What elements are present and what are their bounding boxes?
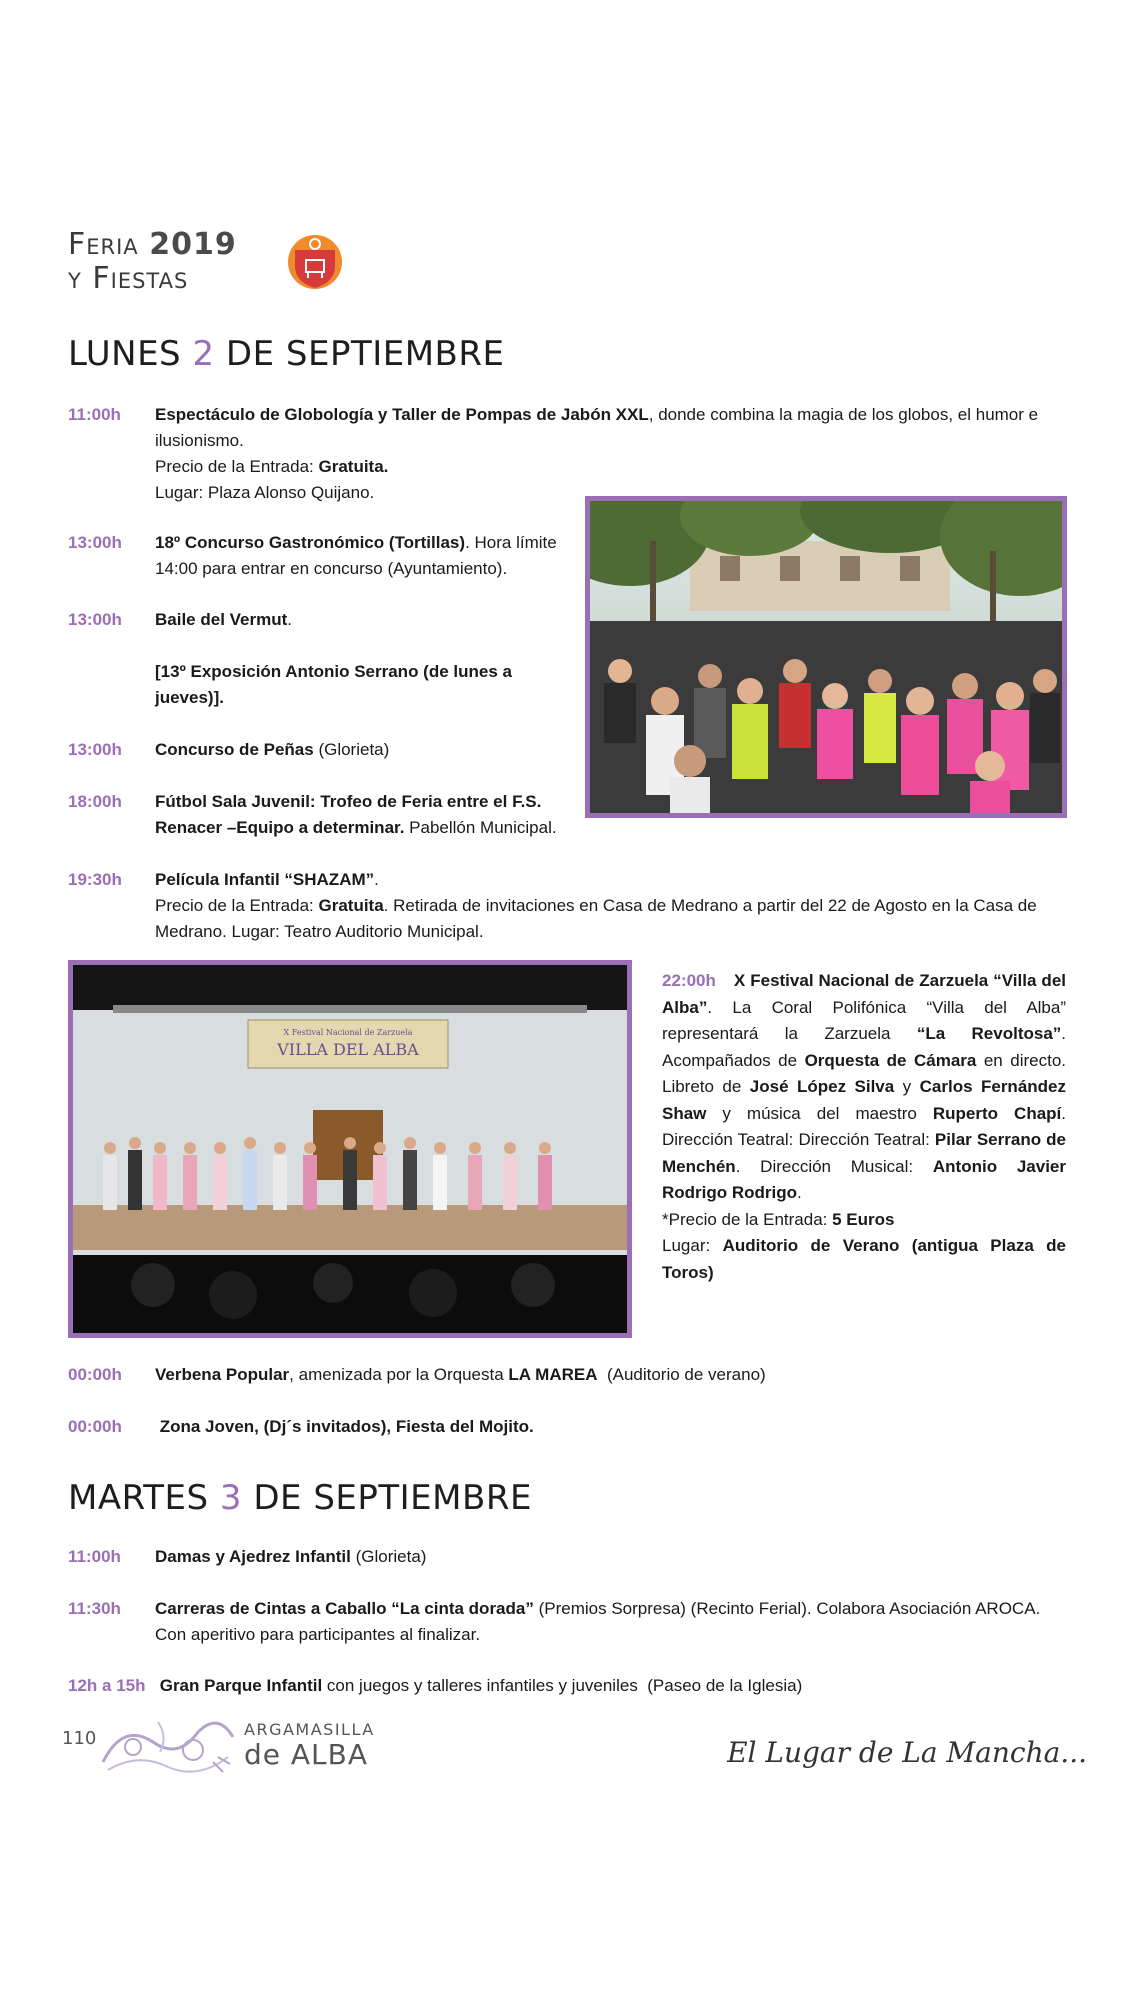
event-title: Espectáculo de Globología y Taller de Pompas de Jabón XXL (155, 405, 649, 424)
event-title: Gran Parque Infantil (155, 1676, 323, 1695)
logo-year: 2019 (149, 227, 237, 262)
event-place: Lugar: Plaza Alonso Quijano. (155, 483, 375, 502)
event-place: Auditorio de Verano (antigua Plaza de Toros) (662, 1236, 1066, 1282)
ornament-icon (98, 1712, 238, 1780)
stage-banner-title: VILLA DEL ALBA (277, 1040, 419, 1059)
event-title: Damas y Ajedrez Infantil (155, 1547, 351, 1566)
feria-logo (68, 228, 308, 298)
event-time: 11:30h (68, 1599, 121, 1618)
event-title: Zona Joven, (Dj´s invitados), Fiesta del Mojito. (155, 1417, 534, 1436)
crowd-image (590, 501, 1062, 813)
event-time: 19:30h (68, 870, 122, 889)
event-zona-joven (68, 1414, 1068, 1440)
event-futbol-sala: 18:00h Fútbol Sala Juvenil: Trofeo de Feria entre el F.S. Renacer –Equipo a determinar. Pabellón Municipal. (68, 789, 568, 841)
logo-word-fiestas: y Fiestas (68, 261, 189, 296)
event-time: 00:00h (68, 1365, 122, 1384)
event-time: 22:00h (662, 971, 716, 990)
event-globologia: 11:00h Espectáculo de Globología y Taller de Pompas de Jabón XXL, donde combina la magia de los globos, el humor e ilusionismo. Precio de la Entrada: Gratuita. Lugar: Plaza Alonso Quijano. (68, 402, 1068, 506)
event-time: 18:00h (68, 792, 122, 811)
event-title: Baile del Vermut (155, 610, 288, 629)
event-concurso-penas: 13:00h Concurso de Peñas (Glorieta) (68, 737, 568, 763)
event-price: Gratuita. (318, 457, 389, 476)
tuesday-day-number: 3 (219, 1478, 243, 1518)
event-title: Carreras de Cintas a Caballo “La cinta dorada” (155, 1599, 534, 1618)
event-damas-ajedrez: 11:00h Damas y Ajedrez Infantil (Glorieta) (68, 1544, 1068, 1570)
event-time: 11:00h (68, 1547, 121, 1566)
event-verbena-popular: 00:00h Verbena Popular, amenizada por la Orquesta LA MAREA (Auditorio de verano) (68, 1362, 1068, 1388)
stage-image (73, 965, 627, 1333)
event-price: Gratuita (318, 896, 384, 915)
tuesday-heading: MARTES 3 DE SEPTIEMBRE (68, 1478, 532, 1518)
event-time: 13:00h (68, 740, 122, 759)
event-title: [13º Exposición Antonio Serrano (de lunes a jueves)]. (155, 662, 512, 707)
event-parque-infantil: 12h a 15h Gran Parque Infantil con juegos y talleres infantiles y juveniles (Paseo de la Iglesia) (68, 1673, 1068, 1699)
page-number: 110 (62, 1728, 97, 1749)
event-zarzuela: 22:00h X Festival Nacional de Zarzuela “Villa del Alba”. La Coral Polifónica “Villa del Alba” representará la Zarzuela “La Revoltosa”. Acompañados de Orquesta de Cámara en directo. Libreto de José López Silva y Carlos Fernández Shaw y música del maestro Ruperto Chapí. Dirección Teatral: Dirección Teatral: Pilar Serrano de Menchén. Dirección Musical: Antonio Javier Rodrigo Rodrigo. *Precio de la Entrada: 5 Euros Lugar: Auditorio de Verano (antigua Plaza de Toros) (662, 971, 1067, 1282)
event-time: 00:00h (68, 1417, 122, 1436)
town-name-bottom: de ALBA (244, 1738, 369, 1771)
event-baile-vermut: 13:00h Baile del Vermut. (68, 607, 568, 633)
festival-badge-icon (286, 232, 344, 292)
slogan: El Lugar de La Mancha... (727, 1736, 1087, 1769)
event-time: 13:00h (68, 610, 122, 629)
event-exposicion (68, 659, 568, 711)
monday-heading: LUNES 2 DE SEPTIEMBRE (68, 334, 505, 374)
monday-day-number: 2 (192, 334, 215, 374)
event-title: Película Infantil “SHAZAM” (155, 870, 375, 889)
event-title: Concurso de Peñas (155, 740, 314, 759)
event-carreras-cintas: 11:30h Carreras de Cintas a Caballo “La cinta dorada” (Premios Sorpresa) (Recinto Ferial). Colabora Asociación AROCA. Con aperitivo para participantes al finalizar. (68, 1596, 1068, 1648)
event-title: 18º Concurso Gastronómico (Tortillas) (155, 533, 466, 552)
event-time: 13:00h (68, 533, 122, 552)
event-title: Verbena Popular (155, 1365, 290, 1384)
town-name-top: ARGAMASILLA (244, 1720, 375, 1739)
event-time: 12h a 15h (68, 1676, 146, 1695)
event-pelicula-infantil: 19:30h Película Infantil “SHAZAM”. Precio de la Entrada: Gratuita. Retirada de invitaciones en Casa de Medrano a partir del 22 de Agosto en la Casa de Medrano. Lugar: Teatro Auditorio Municipal. (68, 867, 1068, 945)
zarzuela-stage-photo (68, 960, 632, 1338)
event-concurso-gastronomico: 13:00h 18º Concurso Gastronómico (Tortillas). Hora límite 14:00 para entrar en concurso (Ayuntamiento). (68, 530, 568, 582)
stage-banner-text: X Festival Nacional de Zarzuela (283, 1028, 413, 1037)
event-title: Fútbol Sala Juvenil: Trofeo de Feria entre el F.S. Renacer –Equipo a determinar. (155, 792, 542, 837)
event-time: 11:00h (68, 405, 121, 424)
crowd-photo (585, 496, 1067, 818)
event-price: 5 Euros (832, 1209, 895, 1229)
logo-word-feria: Feria (68, 227, 139, 262)
